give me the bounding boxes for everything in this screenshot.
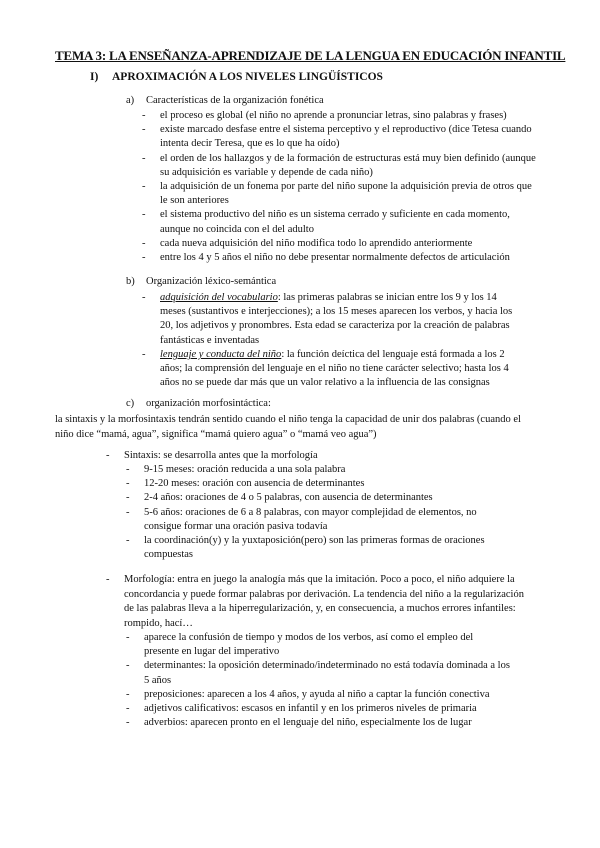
- phonetic-list: [140, 109, 540, 265]
- term: lenguaje y conducta del niño: [160, 348, 282, 360]
- list-item: - aparece la confusión de tiempo y modos de los verbos, así como el empleo del presente en lugar del imperativo: [124, 631, 510, 659]
- syntax-block: [104, 449, 524, 464]
- morphology-block: [104, 573, 534, 631]
- term: adquisición del vocabulario: [160, 292, 278, 303]
- list-item: - entre los 4 y 5 años el niño no debe presentar normalmente defectos de articulación: [140, 251, 540, 265]
- list-item: - adverbios: aparecen pronto en el lenguaje del niño, especialmente los de lugar: [124, 716, 510, 730]
- list-item: - el orden de los hallazgos y de la formación de estructuras está muy bien definido (aunque su adquisición es variable y depende de cada niño): [140, 152, 540, 180]
- list-item: - adjetivos calificativos: escasos en infantil y en los primeros niveles de primaria: [124, 702, 510, 716]
- list-item: - el sistema productivo del niño es un sistema cerrado y suficiente en cada momento, aunque no coincida con el del adulto: [140, 208, 540, 236]
- syntax-lead: - Sintaxis: se desarrolla antes que la morfología: [104, 449, 524, 464]
- term-text: : la función deíctica del lenguaje está formada a los 2 años; la comprensión del lenguaje en el niño no tiene carácter selectivo; hasta los 4 años no se puede dar más que un valor relativo a la influencia de las consignas: [160, 348, 509, 389]
- list-item: - la adquisición de un fonema por parte del niño supone la adquisición previa de otros que le son anteriores: [140, 180, 540, 208]
- list-item: - el proceso es global (el niño no aprende a pronunciar letras, sino palabras y frases): [140, 109, 540, 123]
- subsection-c-title: organización morfosintáctica:: [146, 398, 271, 409]
- list-item: - 9-15 meses: oración reducida a una sola palabra: [124, 463, 504, 477]
- subsection-a-title: Características de la organización fonética: [146, 95, 324, 106]
- section-label: APROXIMACIÓN A LOS NIVELES LINGÜÍSTICOS: [112, 71, 383, 83]
- subsection-c-heading: [126, 398, 271, 409]
- list-item: [140, 291, 520, 348]
- list-item: - la coordinación(y) y la yuxtaposición(pero) son las primeras formas de oraciones compuestas: [124, 534, 504, 562]
- lexical-list: [140, 291, 520, 390]
- list-item: [140, 348, 520, 391]
- list-item: - cada nueva adquisición del niño modifica todo lo aprendido anteriormente: [140, 237, 540, 251]
- term-text: : las primeras palabras se inician entre los 9 y los 14 meses (sustantivos e interjecciones); a los 15 meses aparecen los verbos, y hacia los 20, los adjetivos y pronombres. Esta edad se caracteriza por la creación de palabras fantásticas e inventadas: [160, 292, 513, 346]
- syntax-list: [124, 463, 504, 562]
- subsection-a-heading: [126, 95, 324, 106]
- subsection-b-title: Organización léxico-semántica: [146, 276, 277, 287]
- page-title: TEMA 3: LA ENSEÑANZA-APRENDIZAJE DE LA LENGUA EN EDUCACIÓN INFANTIL: [55, 48, 566, 63]
- list-item: - determinantes: la oposición determinado/indeterminado no está todavía dominada a los 5 años: [124, 659, 510, 687]
- list-item: - 2-4 años: oraciones de 4 o 5 palabras, con ausencia de determinantes: [124, 491, 504, 505]
- list-item: - 5-6 años: oraciones de 6 a 8 palabras, con mayor complejidad de elementos, no consigue formar una oración pasiva todavía: [124, 506, 504, 534]
- list-item: - existe marcado desfase entre el sistema perceptivo y el reproductivo (dice Tetesa cuando intenta decir Teresa, que es lo que ha oído): [140, 123, 540, 151]
- morphosyntax-intro: la sintaxis y la morfosintaxis tendrán sentido cuando el niño tenga la capacidad de unir dos palabras (cuando el niño dice “mamá, agua”, significa “mamá quiero agua” o “mamá veo agua”): [55, 414, 521, 440]
- list-item: - preposiciones: aparecen a los 4 años, y ayuda al niño a captar la función conectiva: [124, 688, 510, 702]
- subsection-b-heading: [126, 276, 276, 287]
- list-item: - 12-20 meses: oración con ausencia de determinantes: [124, 477, 504, 491]
- morphology-list: [124, 631, 510, 730]
- subsection-b-label: b): [126, 276, 135, 287]
- section-heading: [90, 71, 383, 83]
- subsection-a-label: a): [126, 95, 135, 106]
- subsection-c-label: c): [126, 398, 135, 409]
- morphology-lead: - Morfología: entra en juego la analogía más que la imitación. Poco a poco, el niño adquiere la concordancia y puede formar palabras por derivación. La tendencia del niño a la regularización de las palabras lleva a la hiperregularización, y, en consecuencia, a muchos errores infantiles: rompido, hací…: [104, 573, 534, 631]
- section-number: I): [90, 71, 99, 83]
